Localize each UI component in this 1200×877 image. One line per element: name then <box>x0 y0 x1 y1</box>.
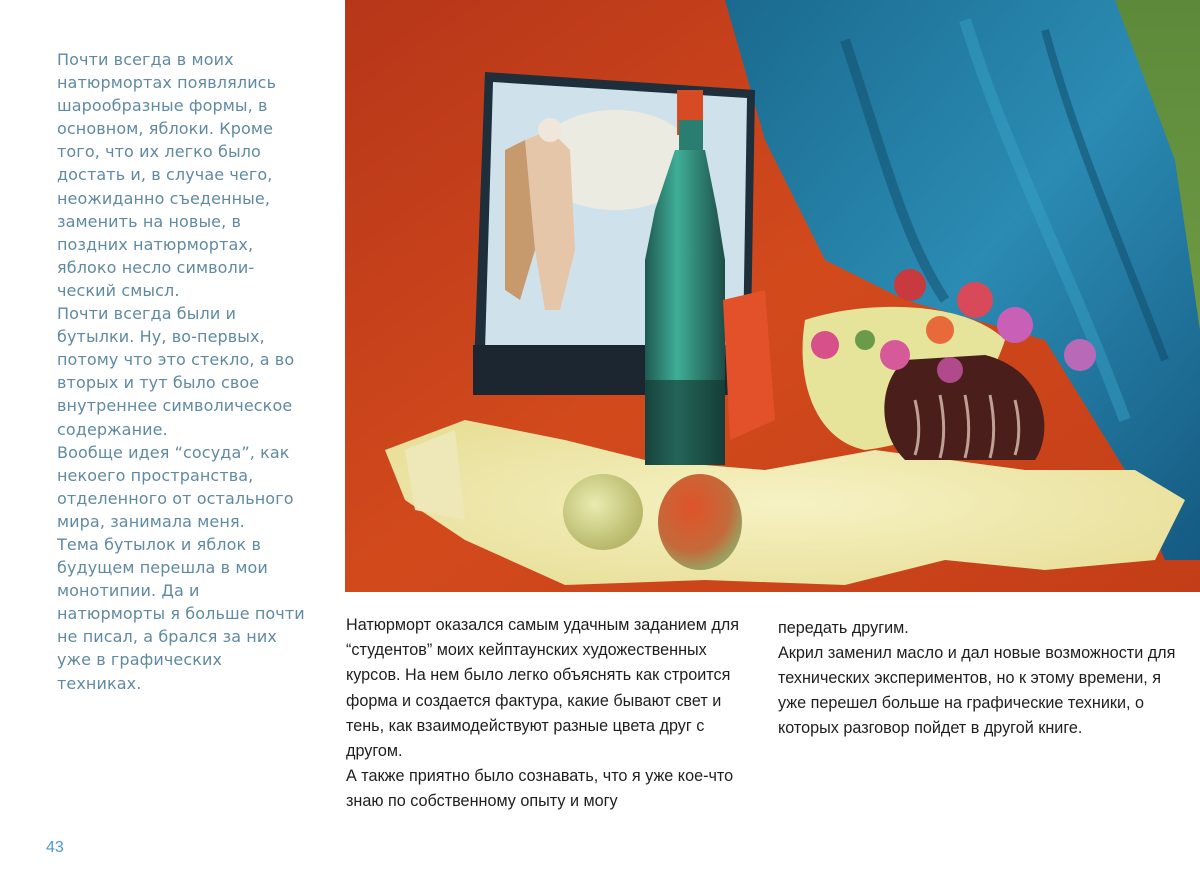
body-column-2 <box>778 616 1188 741</box>
body-paragraph: передать другим. <box>778 619 909 637</box>
body-paragraph: Натюрморт оказался самым удачным заданием для “студентов” моих кейптаунских художественных курсов. На нем было легко объяснять как строится форма и создается фактура, какие бывают свет и тень, как взаимодействуют разные цвета друг с другом. <box>346 616 739 761</box>
sidebar-paragraph: Почти всегда в моих натюрмортах появлялись шарообразные формы, в основном, яблоки. Кроме того, что их легко было достать и, в случае чего, неожиданно съеденные, заменить на новые, в поздних натюрмортах, яблоко несло символи-ческий смысл. <box>57 50 277 300</box>
sidebar-paragraph: Почти всегда были и бутылки. Ну, во-первых, потому что это стекло, а во вторых и тут было свое внутреннее символическое содержание. <box>57 304 295 439</box>
sidebar-paragraph: Вообще идея “сосуда”, как некоего пространства, отделенного от остального мира, занимала меня. <box>57 442 294 531</box>
still-life-painting <box>345 0 1200 592</box>
page-number: 43 <box>46 839 64 856</box>
sidebar-paragraph: Тема бутылок и яблок в будущем перешла в мои монотипии. Да и натюрморты я больше почти не писал, а брался за них уже в графических техниках. <box>57 534 305 693</box>
sidebar-text <box>57 48 307 695</box>
body-column-1 <box>346 613 756 815</box>
painting-image <box>345 0 1200 592</box>
body-paragraph: Акрил заменил масло и дал новые возможности для технических экспериментов, но к этому времени, я уже перешел больше на графические техники, о которых разговор пойдет в другой книге. <box>778 644 1176 737</box>
body-paragraph: А также приятно было сознавать, что я уже кое-что знаю по собственному опыту и могу <box>346 767 734 811</box>
